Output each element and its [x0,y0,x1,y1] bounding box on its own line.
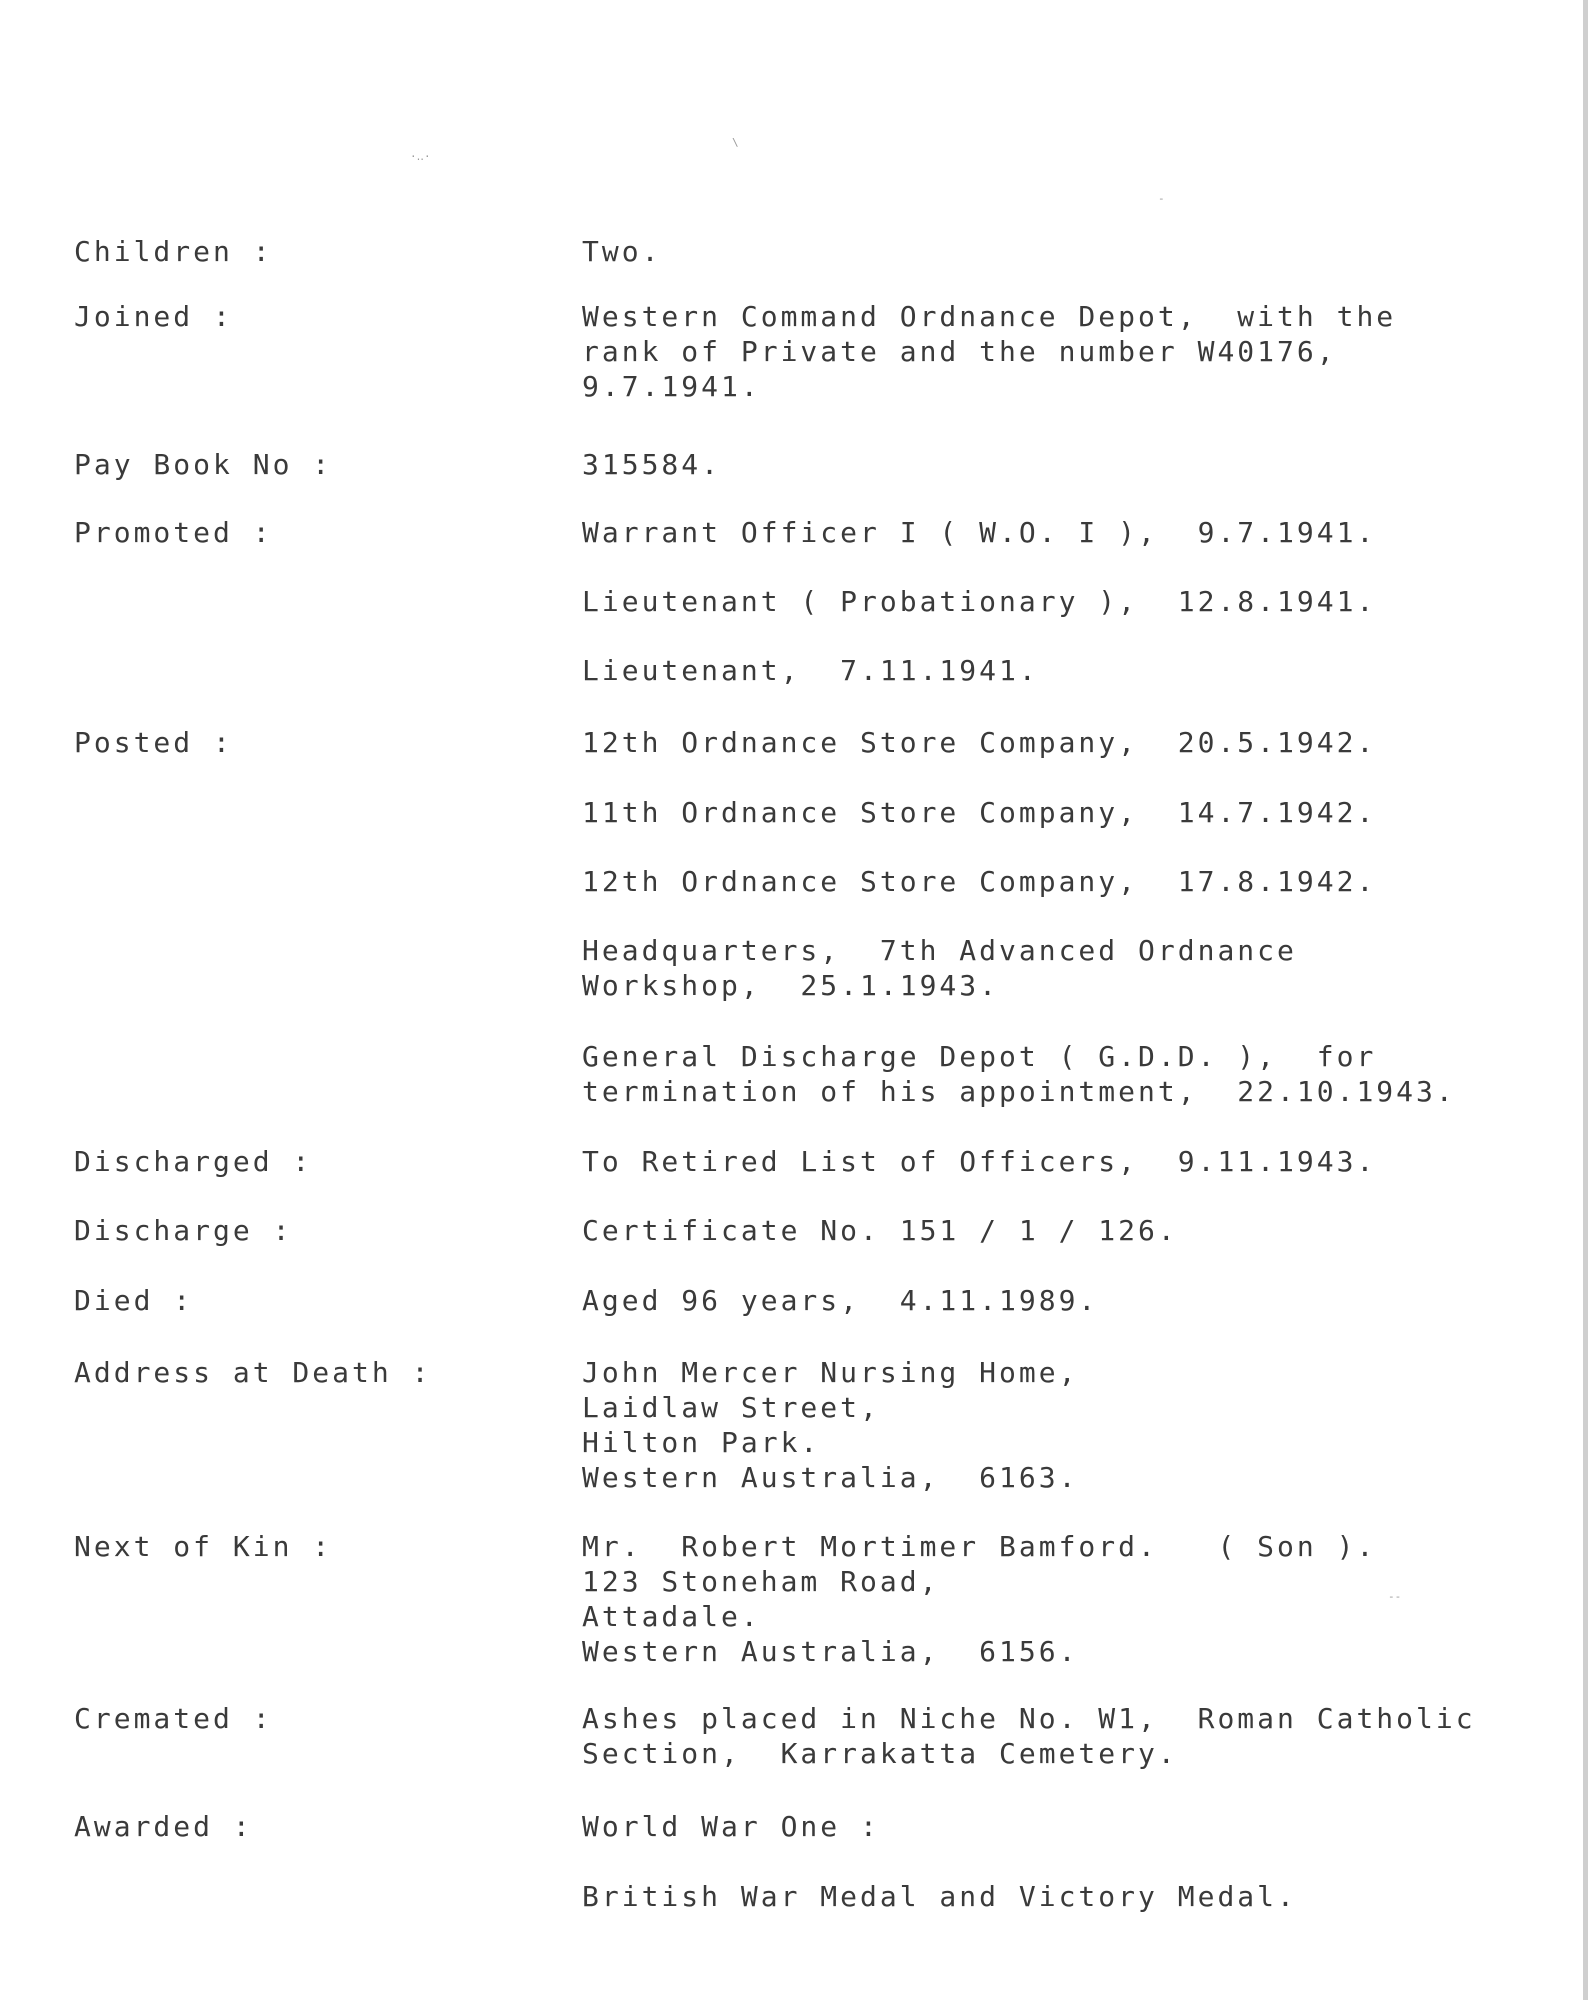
field-value [582,234,1542,269]
field-value-line: World War One : [582,1810,880,1843]
field-value [582,653,1542,688]
field-value-line: 12th Ordnance Store Company, 17.8.1942. [582,865,1377,898]
field-label: Discharge : [74,1214,293,1247]
field-value [582,1529,1542,1669]
field-value-line: Western Australia, 6163. [582,1461,1079,1494]
field-value-line: Certificate No. 151 / 1 / 126. [582,1214,1178,1247]
field-label: Died : [74,1284,194,1317]
field-value-line: termination of his appointment, 22.10.1943. [582,1075,1456,1108]
field-value-line: 11th Ordnance Store Company, 14.7.1942. [582,796,1377,829]
field-value [582,1039,1542,1109]
field-label: Promoted : [74,516,273,549]
field-value-line: John Mercer Nursing Home, [582,1356,1079,1389]
scan-speck: ·‥· [410,150,431,163]
field-value-line: Mr. Robert Mortimer Bamford. ( Son ). [582,1530,1377,1563]
scan-speck: \ [732,136,739,149]
field-value [582,1879,1542,1914]
field-value [582,299,1542,404]
field-value-line: Lieutenant ( Probationary ), 12.8.1941. [582,585,1377,618]
field-value [582,1701,1542,1771]
field-label: Address at Death : [74,1356,432,1389]
field-value [582,1809,1542,1844]
field-value-line: Western Australia, 6156. [582,1635,1079,1668]
field-value [582,1355,1542,1495]
page-edge-shadow [1583,0,1588,2000]
field-value-line: Warrant Officer I ( W.O. I ), 9.7.1941. [582,516,1377,549]
field-value-line: Attadale. [582,1600,761,1633]
field-value-line: British War Medal and Victory Medal. [582,1880,1297,1913]
field-value [582,864,1542,899]
field-label: Next of Kin : [74,1530,333,1563]
scan-speck: -- [1388,1590,1402,1603]
field-value-line: Laidlaw Street, [582,1391,880,1424]
field-value-line: rank of Private and the number W40176, [582,335,1337,368]
field-value-line: 315584. [582,448,722,481]
field-value [582,933,1542,1003]
field-value [582,515,1542,550]
field-label: Pay Book No : [74,448,333,481]
field-value [582,1283,1542,1318]
field-value-line: 123 Stoneham Road, [582,1565,940,1598]
field-value-line: Ashes placed in Niche No. W1, Roman Catholic [582,1702,1476,1735]
scan-speck: - [1158,192,1165,205]
field-value-line: Western Command Ordnance Depot, with the [582,300,1397,333]
field-value-line: Two. [582,235,662,268]
field-label: Awarded : [74,1810,253,1843]
field-value [582,447,1542,482]
field-label: Discharged : [74,1145,313,1178]
field-label: Joined : [74,300,233,333]
field-value-line: 12th Ordnance Store Company, 20.5.1942. [582,726,1377,759]
field-value-line: Hilton Park. [582,1426,821,1459]
field-value [582,795,1542,830]
field-value [582,1213,1542,1248]
field-value [582,1144,1542,1179]
field-value-line: Workshop, 25.1.1943. [582,969,1000,1002]
field-value [582,584,1542,619]
field-label: Cremated : [74,1702,273,1735]
field-value-line: 9.7.1941. [582,370,761,403]
field-value-line: Section, Karrakatta Cemetery. [582,1737,1178,1770]
field-value-line: Aged 96 years, 4.11.1989. [582,1284,1099,1317]
field-value-line: To Retired List of Officers, 9.11.1943. [582,1145,1377,1178]
field-value [582,725,1542,760]
field-label: Children : [74,235,273,268]
field-value-line: Lieutenant, 7.11.1941. [582,654,1039,687]
field-value-line: General Discharge Depot ( G.D.D. ), for [582,1040,1377,1073]
field-value-line: Headquarters, 7th Advanced Ordnance [582,934,1297,967]
field-label: Posted : [74,726,233,759]
